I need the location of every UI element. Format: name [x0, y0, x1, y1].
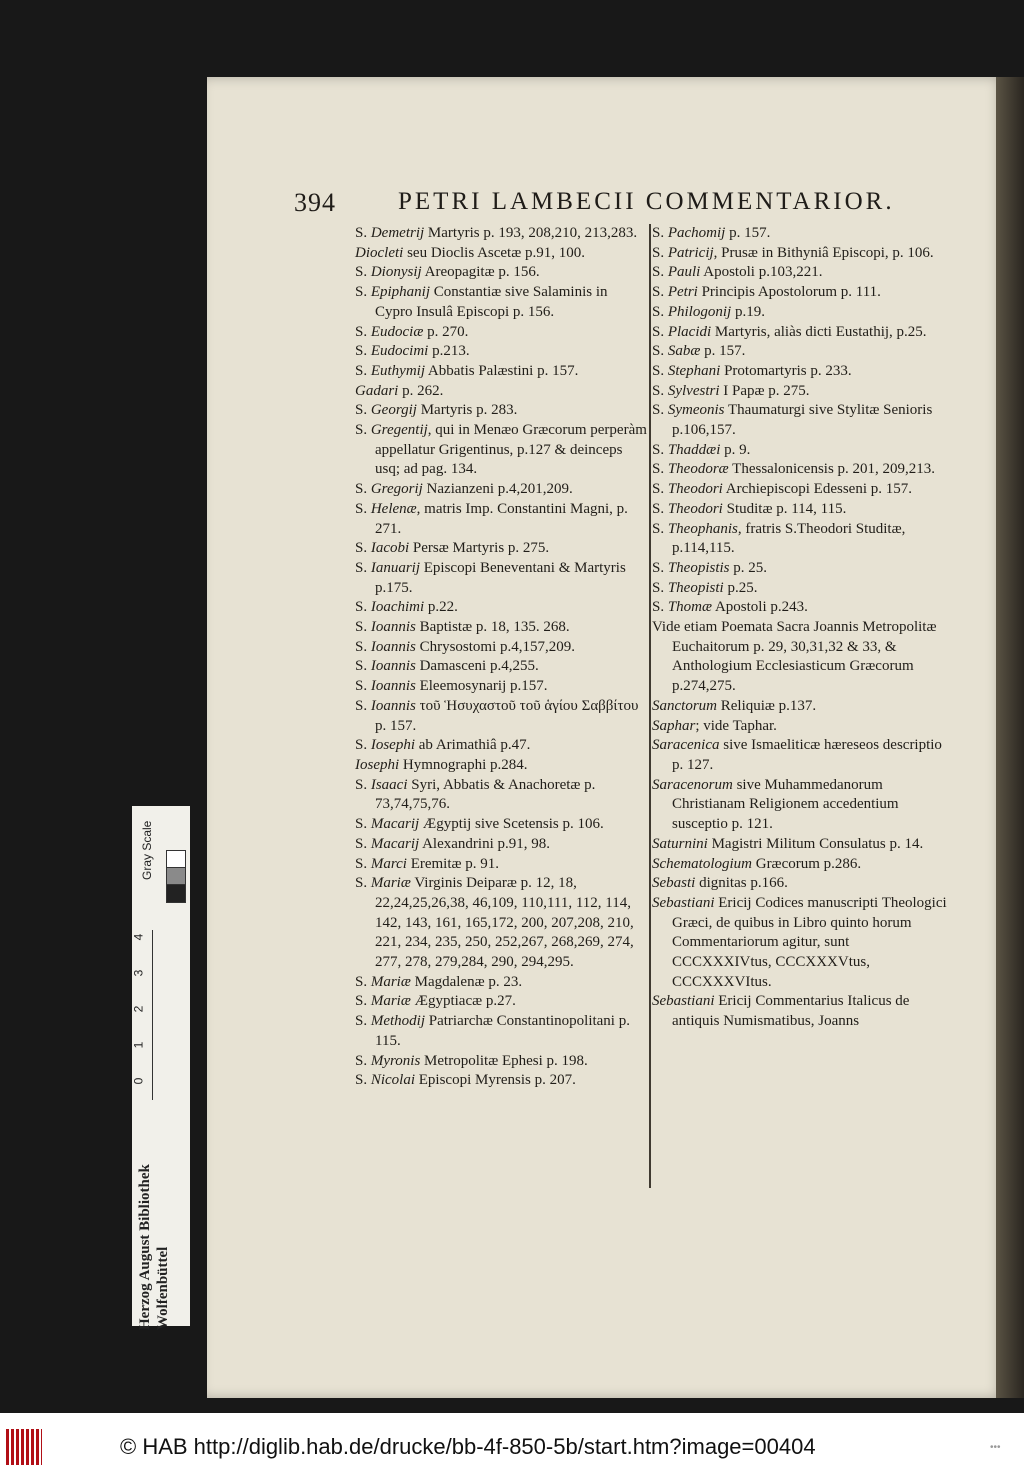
entry-text: Martyris, aliàs dicti Eustathij, p.25. [711, 323, 927, 340]
entry-name: Sebastiani [652, 993, 715, 1010]
ruler-mark-4: 4 [131, 933, 146, 941]
entry-name: Sylvestri [667, 382, 720, 399]
entry-prefix: S. [355, 875, 368, 892]
entry-name: Pauli [667, 264, 701, 281]
index-entry [355, 638, 647, 658]
index-entry [652, 283, 952, 303]
index-entry [652, 697, 952, 717]
index-entry [355, 421, 647, 480]
entry-name: Theodori [667, 481, 723, 498]
entry-text: p. 9. [720, 441, 751, 458]
entry-text: p.213. [428, 343, 470, 360]
entry-name: Sebasti [652, 875, 696, 892]
entry-prefix: S. [652, 500, 665, 517]
entry-text: Magistri Militum Consulatus p. 14. [707, 835, 924, 852]
index-entry [652, 618, 952, 697]
entry-name: Theophanis [667, 520, 738, 537]
entry-text: Chrysostomi p.4,157,209. [415, 638, 576, 655]
index-column-left [355, 224, 647, 1091]
index-entry [652, 874, 952, 894]
index-entry [355, 480, 647, 500]
index-entry [652, 342, 952, 362]
entry-text: Abbatis Palæstini p. 157. [425, 362, 579, 379]
entry-name: Theopistis [667, 559, 730, 576]
entry-text: Reliquiæ p.137. [717, 697, 817, 714]
entry-text: seu Dioclis Ascetæ p.91, 100. [403, 244, 585, 261]
index-entry [355, 1071, 647, 1091]
entry-prefix: S. [355, 619, 368, 636]
index-entry [652, 263, 952, 283]
index-entry [652, 382, 952, 402]
entry-text: , fratris S.Theodori Studitæ, p.114,115. [672, 520, 906, 557]
entry-prefix: S. [355, 737, 368, 754]
entry-name: Eudocimi [370, 343, 429, 360]
entry-prefix: S. [355, 835, 368, 852]
index-entry [355, 776, 647, 815]
entry-text: Episcopi Myrensis p. 207. [415, 1072, 576, 1089]
entry-text: Persæ Martyris p. 275. [409, 540, 550, 557]
entry-text: Principis Apostolorum p. 111. [697, 284, 881, 301]
entry-text: Eleemosynarij p.157. [415, 678, 548, 695]
entry-name: Ioannis [370, 638, 416, 655]
entry-name: Patricij [667, 244, 714, 261]
entry-prefix: S. [652, 599, 665, 616]
entry-prefix: S. [355, 323, 368, 340]
footer-copyright-link[interactable]: © HAB http://diglib.hab.de/drucke/bb-4f-850-5b/start.htm?image=00404 [120, 1434, 816, 1459]
column-divider [649, 224, 651, 1188]
entry-text: Apostoli p.103,221. [700, 264, 823, 281]
entry-prefix: S. [355, 993, 368, 1010]
index-entry [652, 992, 952, 1031]
entry-name: Petri [667, 284, 698, 301]
entry-name: Ioannis [370, 678, 416, 695]
index-entry [355, 401, 647, 421]
entry-text: Apostoli p.243. [712, 599, 808, 616]
entry-prefix: S. [652, 520, 665, 537]
index-entry [355, 1012, 647, 1051]
ruler-mark-1: 1 [131, 1041, 146, 1049]
entry-text: p.25. [723, 579, 758, 596]
entry-text: Syri, Abbatis & Anachoretæ p. 73,74,75,76. [375, 776, 596, 813]
entry-prefix: S. [652, 244, 665, 261]
entry-prefix: S. [652, 303, 665, 320]
entry-prefix: S. [355, 402, 368, 419]
entry-prefix: S. [355, 816, 368, 833]
entry-name: Ioannis [370, 619, 416, 636]
library-label [136, 1164, 172, 1330]
index-entry [355, 697, 647, 736]
index-entry [652, 441, 952, 461]
entry-text: Baptistæ p. 18, 135. 268. [415, 619, 570, 636]
index-entry [652, 224, 952, 244]
entry-text: τοῦ Ἡσυχαστοῦ τοῦ ἁγίου Σαββίτου p. 157. [375, 697, 639, 734]
entry-name: Placidi [667, 323, 712, 340]
entry-text: Protomartyris p. 233. [720, 362, 852, 379]
index-entry [652, 500, 952, 520]
entry-text: Nazianzeni p.4,201,209. [422, 481, 573, 498]
entry-prefix: S. [652, 382, 665, 399]
ruler-mark-2: 2 [131, 1005, 146, 1013]
entry-name: Demetrij [370, 225, 425, 241]
index-entry [355, 992, 647, 1012]
entry-name: Georgij [370, 402, 417, 419]
entry-name: Macarij [370, 816, 420, 833]
index-entry [652, 362, 952, 382]
entry-text: , Prusæ in Bithyniâ Episcopi, p. 106. [713, 244, 934, 261]
index-entry [652, 835, 952, 855]
index-entry [652, 401, 952, 440]
entry-prefix: S. [355, 284, 368, 301]
entry-name: Macarij [370, 835, 420, 852]
index-entry [355, 618, 647, 638]
entry-text: dignitas p.166. [695, 875, 788, 892]
hab-logo-icon [6, 1429, 42, 1465]
index-entry [355, 539, 647, 559]
entry-name: Iacobi [370, 540, 410, 557]
entry-prefix: S. [355, 776, 368, 793]
running-head: PETRI LAMBECII COMMENTARIOR. [398, 188, 895, 215]
index-entry [355, 855, 647, 875]
index-entry [355, 815, 647, 835]
entry-name: Ioannis [370, 697, 416, 714]
entry-text: Vide etiam Poemata Sacra Joannis Metropolitæ Euchaitorum p. 29, 30,31,32 & 33, & Anthologium Ecclesiasticum Græcorum p.274,275. [652, 619, 937, 695]
entry-text: Ericij Codices manuscripti Theologici Græci, de quibus in Libro quinto horum Commentariorum agitur, sunt CCCXXXIVtus, CCCXXXVtus, CCCXXXVItus. [672, 894, 947, 990]
entry-name: Pachomij [667, 225, 726, 241]
index-entry [355, 263, 647, 283]
entry-text: Damasceni p.4,255. [415, 658, 539, 675]
entry-text: p. 157. [725, 225, 771, 241]
entry-text: Studitæ p. 114, 115. [722, 500, 847, 517]
entry-text: Martyris p. 193, 208,210, 213,283. [424, 225, 638, 241]
entry-name: Stephani [667, 362, 721, 379]
entry-name: Mariæ [370, 875, 411, 892]
entry-text: Virginis Deiparæ p. 12, 18, 22,24,25,26,38, 46,109, 110,111, 112, 114, 142, 143, 161, 165,172, 200, 207,208, 210, 221, 234, 235, 250, 252,267, 268,269, 274, 277, 278, 279,284, 290, 294,295. [375, 875, 634, 971]
library-city: Wolfenbüttel [155, 1246, 171, 1330]
entry-name: Isaaci [370, 776, 408, 793]
index-entry [355, 835, 647, 855]
index-entry [652, 480, 952, 500]
entry-text: p. 270. [423, 323, 469, 340]
entry-prefix: S. [355, 1072, 368, 1089]
entry-prefix: S. [355, 599, 368, 616]
entry-name: Thaddæi [667, 441, 721, 458]
entry-text: Martyris p. 283. [416, 402, 518, 419]
entry-text: Thaumaturgi sive Stylitæ Senioris p.106,157. [672, 402, 933, 439]
index-entry [652, 736, 952, 775]
entry-prefix: S. [355, 1013, 368, 1030]
index-entry [355, 973, 647, 993]
entry-text: sive Ismaeliticæ hæreseos descriptio p. 127. [672, 737, 942, 773]
entry-prefix: S. [652, 284, 665, 301]
entry-text: Constantiæ sive Salaminis in Cypro Insulâ Episcopi p. 156. [375, 284, 608, 320]
entry-name: Gregorij [370, 481, 423, 498]
entry-name: Saphar [652, 717, 696, 734]
entry-name: Iosephi [370, 737, 416, 754]
entry-prefix: S. [652, 343, 665, 360]
entry-prefix: S. [355, 540, 368, 557]
index-column-right [652, 224, 952, 1032]
entry-text: Archiepiscopi Edesseni p. 157. [722, 481, 912, 498]
entry-text: Græcorum p.286. [751, 855, 862, 872]
index-entry [355, 244, 647, 264]
index-entry [652, 559, 952, 579]
index-entry [355, 382, 647, 402]
entry-name: Theopisti [667, 579, 724, 596]
ruler-mark-0: 0 [131, 1077, 146, 1085]
entry-prefix: S. [652, 264, 665, 281]
entry-name: Theodori [667, 500, 723, 517]
index-entry [652, 579, 952, 599]
entry-name: Philogonij [667, 303, 732, 320]
index-entry [355, 756, 647, 776]
index-entry [355, 677, 647, 697]
entry-name: Ioannis [370, 658, 416, 675]
entry-prefix: S. [355, 638, 368, 655]
index-entry [652, 460, 952, 480]
index-entry [355, 874, 647, 973]
entry-text: Hymnographi p.284. [399, 756, 528, 773]
entry-text: p.19. [731, 303, 765, 320]
entry-name: Theodoræ [667, 461, 729, 478]
index-entry [355, 342, 647, 362]
entry-prefix: S. [355, 1052, 368, 1069]
entry-name: Myronis [370, 1052, 421, 1069]
entry-prefix: S. [355, 264, 368, 281]
entry-text: p. 25. [729, 559, 768, 576]
entry-prefix: S. [652, 559, 665, 576]
index-entry [355, 283, 647, 322]
entry-prefix: S. [652, 323, 665, 340]
entry-text: p.22. [424, 599, 458, 616]
entry-text: I Papæ p. 275. [719, 382, 810, 399]
entry-prefix: S. [355, 678, 368, 695]
entry-text: Ericij Commentarius Italicus de antiquis Numismatibus, Joanns [672, 993, 910, 1030]
entry-name: Mariæ [370, 973, 411, 990]
entry-name: Gregentij [370, 422, 428, 439]
entry-name: Saturnini [652, 835, 708, 852]
gray-patch-black [166, 884, 186, 903]
entry-name: Diocleti [355, 244, 404, 261]
entry-text: Ægyptiacæ p.27. [410, 993, 516, 1010]
index-entry [355, 500, 647, 539]
entry-text: p. 262. [398, 382, 444, 399]
index-entry [355, 323, 647, 343]
entry-prefix: S. [355, 225, 368, 241]
entry-prefix: S. [355, 697, 368, 714]
entry-text: Patriarchæ Constantinopolitani p. 115. [375, 1013, 630, 1049]
entry-prefix: S. [355, 422, 368, 439]
page-header [294, 188, 914, 220]
entry-text: , matris Imp. Constantini Magni, p. 271. [375, 500, 628, 537]
index-entry [355, 598, 647, 618]
index-entry [652, 717, 952, 737]
entry-prefix: S. [355, 559, 368, 576]
entry-name: Helenæ [370, 500, 417, 517]
index-entry [355, 736, 647, 756]
entry-name: Symeonis [667, 402, 725, 419]
index-entry [652, 894, 952, 993]
entry-text: ab Arimathiâ p.47. [415, 737, 531, 754]
entry-name: Epiphanij [370, 284, 431, 301]
index-entry [652, 598, 952, 618]
entry-prefix: S. [652, 441, 665, 458]
entry-text: ; vide Taphar. [695, 717, 777, 734]
entry-name: Mariæ [370, 993, 411, 1010]
index-entry [652, 855, 952, 875]
entry-prefix: S. [652, 579, 665, 596]
entry-name: Ioachimi [370, 599, 425, 616]
entry-prefix: S. [355, 343, 368, 360]
entry-name: Saracenica [652, 737, 720, 754]
entry-text: Eremitæ p. 91. [406, 855, 500, 872]
page-number: 394 [294, 188, 336, 217]
index-entry [652, 776, 952, 835]
entry-name: Thomæ [667, 599, 713, 616]
entry-prefix: S. [355, 362, 368, 379]
entry-name: Ianuarij [370, 559, 421, 576]
entry-prefix: S. [652, 461, 665, 478]
index-entry [355, 559, 647, 598]
entry-name: Gadari [355, 382, 399, 399]
entry-name: Nicolai [370, 1072, 416, 1089]
entry-name: Saracenorum [652, 776, 733, 793]
entry-name: Sebastiani [652, 894, 715, 911]
entry-name: Dionysij [370, 264, 422, 281]
index-entry [355, 1052, 647, 1072]
entry-prefix: S. [355, 855, 368, 872]
library-name: Herzog August Bibliothek [137, 1164, 153, 1330]
entry-text: , qui in Menæo Græcorum perperàm appellatur Grigentinus, p.127 & deinceps usq; ad pag. 134. [375, 422, 647, 478]
index-entry [652, 244, 952, 264]
entry-prefix: S. [652, 362, 665, 379]
footer-dots: ••• [990, 1442, 1001, 1453]
entry-text: Metropolitæ Ephesi p. 198. [420, 1052, 588, 1069]
entry-prefix: S. [355, 481, 368, 498]
entry-name: Euthymij [370, 362, 425, 379]
entry-prefix: S. [355, 500, 368, 517]
entry-text: Episcopi Beneventani & Martyris p.175. [375, 559, 626, 596]
entry-text: sive Muhammedanorum Christianam Religionem accedentium susceptio p. 121. [672, 776, 899, 833]
ruler-mark-3: 3 [131, 969, 146, 977]
entry-prefix: S. [355, 658, 368, 675]
index-entry [355, 362, 647, 382]
entry-prefix: S. [652, 225, 665, 241]
entry-name: Iosephi [355, 756, 400, 773]
entry-name: Sanctorum [652, 697, 717, 714]
entry-name: Eudociæ [370, 323, 424, 340]
entry-name: Methodij [370, 1013, 425, 1030]
entry-prefix: S. [355, 973, 368, 990]
entry-name: Schematologium [652, 855, 752, 872]
entry-text: Magdalenæ p. 23. [410, 973, 523, 990]
entry-text: Ægyptij sive Scetensis p. 106. [419, 816, 604, 833]
index-entry [652, 520, 952, 559]
entry-text: Areopagitæ p. 156. [421, 264, 540, 281]
entry-name: Sabæ [667, 343, 701, 360]
index-entry [652, 323, 952, 343]
entry-prefix: S. [652, 481, 665, 498]
index-entry [355, 657, 647, 677]
entry-text: p. 157. [700, 343, 746, 360]
entry-prefix: S. [652, 402, 665, 419]
index-entry [355, 224, 647, 244]
measurement-ruler [131, 930, 183, 1100]
entry-name: Marci [370, 855, 407, 872]
entry-text: Thessalonicensis p. 201, 209,213. [728, 461, 936, 478]
entry-text: Alexandrini p.91, 98. [419, 835, 550, 852]
page-edge [996, 77, 1024, 1398]
index-entry [652, 303, 952, 323]
gray-scale-label: Gray Scale [140, 820, 154, 880]
